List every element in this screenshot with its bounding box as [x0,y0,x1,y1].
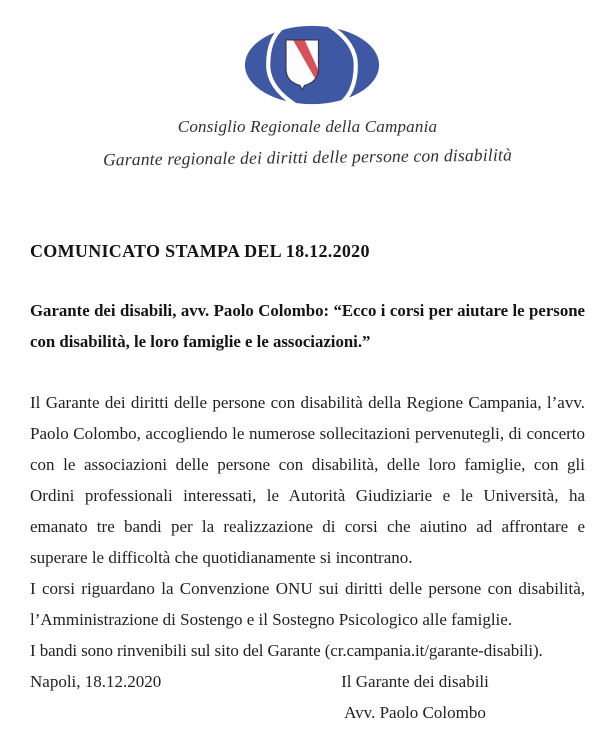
letterhead [0,24,615,168]
swirl-logo-icon [242,24,382,106]
document-body [0,240,615,728]
body-paragraphs [30,387,585,666]
org-name: Consiglio Regionale della Campania [177,117,438,136]
signature-name: Avv. Paolo Colombo [344,703,486,722]
body-paragraph-2: I corsi riguardano la Convenzione ONU sui diritti delle persone con disabilità, l’Amministrazione di Sostengo e il Sostegno Psicologico alle famiglie. [30,579,585,629]
signature-role: Il Garante dei disabili [341,672,489,691]
signature-block [290,666,540,728]
body-paragraph-1: Il Garante dei diritti delle persone con disabilità della Regione Campania, l’avv. Paolo Colombo, accogliendo le numerose sollecitazioni pervenutegli, di concerto con le associazioni delle persone con disabilità, delle loro famiglie, con gli Ordini professionali interessati, le Autorità Giudiziarie e le Università, ha emanato tre bandi per la realizzazione di corsi che aiutino ad affrontare e superare le difficoltà che quotidianamente si incontrano. [30,393,585,567]
closing-row [30,666,585,728]
consiglio-regionale-campania-logo [242,24,382,106]
body-paragraph-3: I bandi sono rinvenibili sul sito del Garante (cr.campania.it/garante-disabili). [30,641,543,660]
place-date: Napoli, 18.12.2020 [30,672,162,691]
office-name: Garante regionale dei diritti delle persone con disabilità [102,144,513,170]
press-release-headline: Garante dei disabili, avv. Paolo Colombo: “Ecco i corsi per aiutare le persone con disabilità, le loro famiglie e le associazioni.” [30,301,585,351]
press-release-title: COMUNICATO STAMPA DEL 18.12.2020 [30,241,370,261]
